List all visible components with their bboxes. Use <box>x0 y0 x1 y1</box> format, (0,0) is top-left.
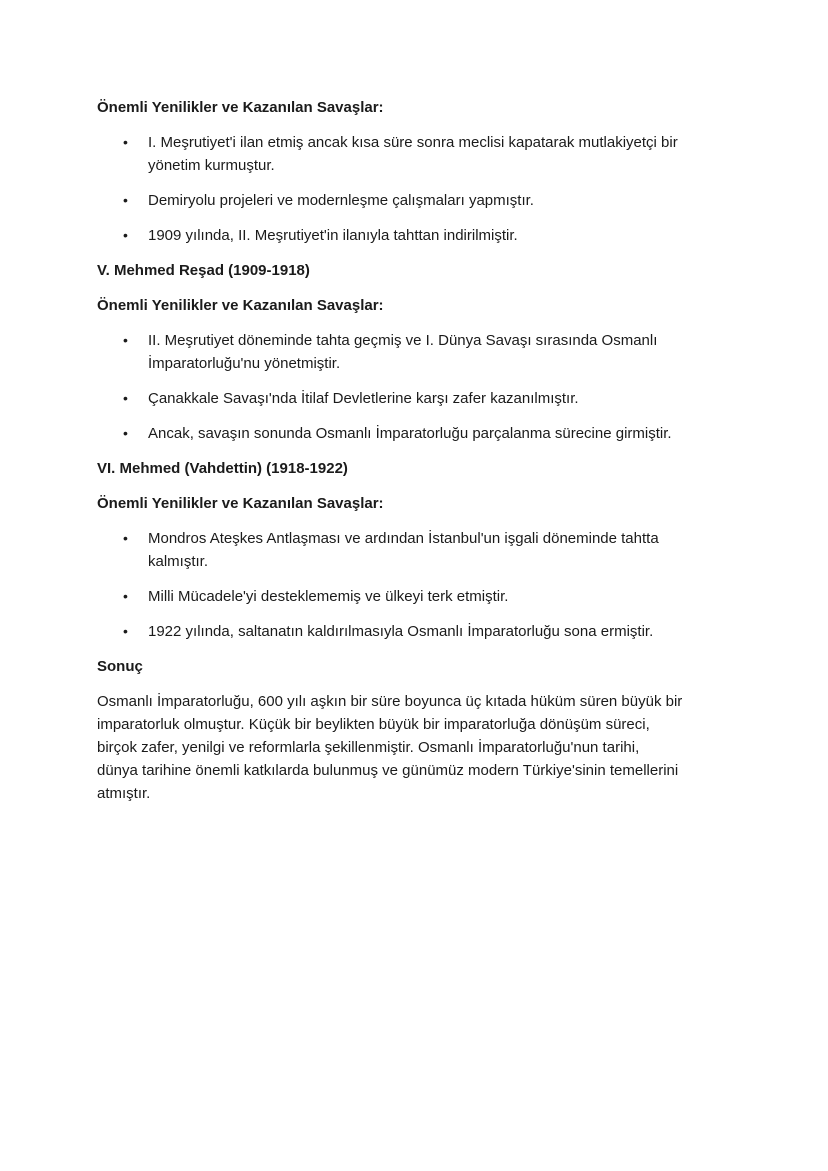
list-item <box>97 329 731 375</box>
text-line: dünya tarihine önemli katkılarda bulunmuş ve günümüz modern Türkiye'sinin temellerini <box>97 762 679 779</box>
text-line: imparatorluk olmuştur. Küçük bir beylikten büyük bir imparatorluğa dönüşüm süreci, <box>97 716 650 733</box>
list-item <box>97 422 731 445</box>
section-heading: Önemli Yenilikler ve Kazanılan Savaşlar: <box>97 99 384 116</box>
conclusion-paragraph <box>97 690 731 805</box>
list-item <box>97 387 731 410</box>
text-line: yönetim kurmuştur. <box>148 157 275 174</box>
sultan-title-heading: VI. Mehmed (Vahdettin) (1918-1922) <box>97 460 348 477</box>
list-item <box>97 224 731 247</box>
text-line: 1909 yılında, II. Meşrutiyet'in ilanıyla tahttan indirilmiştir. <box>148 227 518 244</box>
bullet-icon: • <box>123 227 128 243</box>
bullet-list <box>97 329 731 445</box>
list-item <box>97 189 731 212</box>
list-item <box>97 131 731 177</box>
text-line: Çanakkale Savaşı'nda İtilaf Devletlerine karşı zafer kazanılmıştır. <box>148 390 579 407</box>
bullet-icon: • <box>123 530 128 546</box>
list-item <box>97 527 731 573</box>
text-line: Osmanlı İmparatorluğu, 600 yılı aşkın bir süre boyunca üç kıtada hüküm süren büyük bir <box>97 693 683 710</box>
section-heading: Önemli Yenilikler ve Kazanılan Savaşlar: <box>97 297 384 314</box>
text-line: Demiryolu projeleri ve modernleşme çalışmaları yapmıştır. <box>148 192 534 209</box>
text-line: I. Meşrutiyet'i ilan etmiş ancak kısa süre sonra meclisi kapatarak mutlakiyetçi bir <box>148 134 678 151</box>
text-line: Mondros Ateşkes Antlaşması ve ardından İstanbul'un işgali döneminde tahtta <box>148 530 659 547</box>
text-line: kalmıştır. <box>148 553 209 570</box>
bullet-list <box>97 131 731 247</box>
bullet-icon: • <box>123 425 128 441</box>
text-line: İmparatorluğu'nu yönetmiştir. <box>148 355 341 372</box>
bullet-list <box>97 527 731 643</box>
text-line: birçok zafer, yenilgi ve reformlarla şekillenmiştir. Osmanlı İmparatorluğu'nun tarihi, <box>97 739 640 756</box>
bullet-icon: • <box>123 623 128 639</box>
bullet-icon: • <box>123 332 128 348</box>
bullet-icon: • <box>123 390 128 406</box>
text-line: atmıştır. <box>97 785 151 802</box>
conclusion-heading: Sonuç <box>97 658 143 675</box>
text-line: Milli Mücadele'yi desteklememiş ve ülkeyi terk etmiştir. <box>148 588 509 605</box>
text-line: II. Meşrutiyet döneminde tahta geçmiş ve I. Dünya Savaşı sırasında Osmanlı <box>148 332 658 349</box>
bullet-icon: • <box>123 134 128 150</box>
section-heading: Önemli Yenilikler ve Kazanılan Savaşlar: <box>97 495 384 512</box>
text-line: 1922 yılında, saltanatın kaldırılmasıyla Osmanlı İmparatorluğu sona ermiştir. <box>148 623 654 640</box>
text-line: Ancak, savaşın sonunda Osmanlı İmparatorluğu parçalanma sürecine girmiştir. <box>148 425 672 442</box>
list-item <box>97 620 731 643</box>
sultan-title-heading: V. Mehmed Reşad (1909-1918) <box>97 262 310 279</box>
bullet-icon: • <box>123 588 128 604</box>
bullet-icon: • <box>123 192 128 208</box>
list-item <box>97 585 731 608</box>
